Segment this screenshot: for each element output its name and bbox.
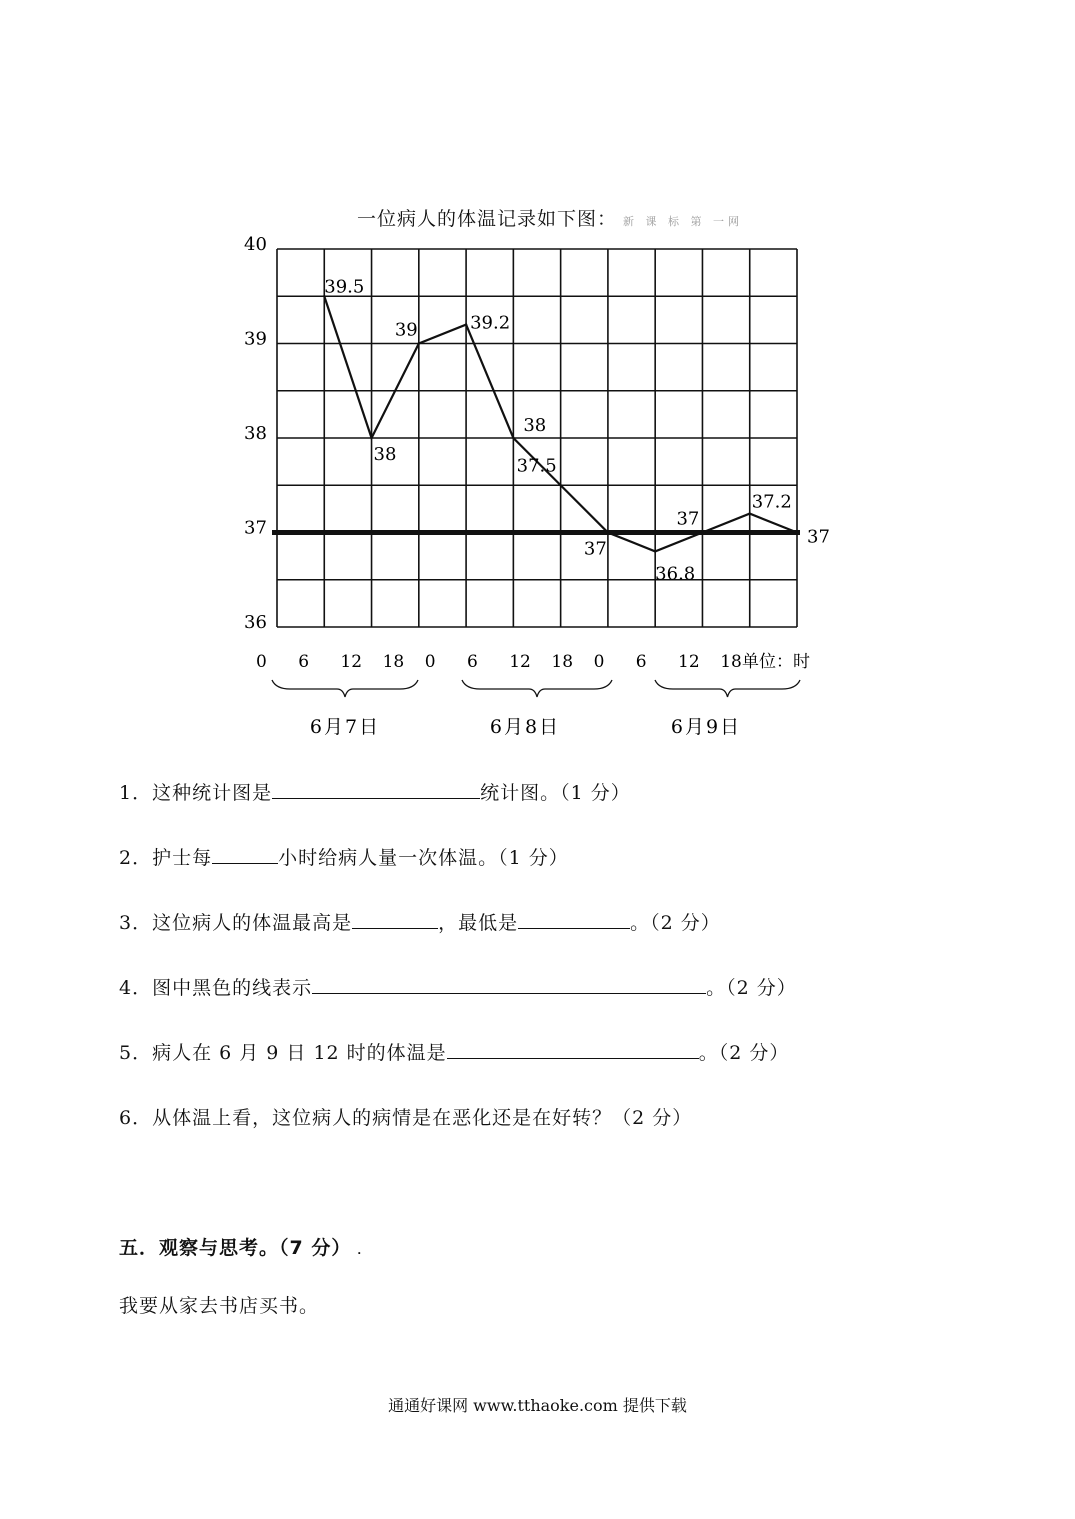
question-1-number: 1． [119,782,153,804]
x-tick-label: 0 [424,652,436,672]
section-5-text: 我要从家去书店买书。 [119,1295,320,1317]
data-label: 36.8 [655,563,696,585]
question-3-number: 3． [119,912,153,934]
x-tick-label: 6 [298,652,310,672]
y-tick-label: 36 [244,612,267,633]
x-tick-label: 18 [720,652,742,672]
data-point [749,512,751,514]
question-5-text: 病人在 6 月 9 日 12 时的体温是 [152,1042,447,1064]
data-point [607,531,609,533]
day-label: 6月9日 [670,716,742,738]
data-point [654,550,656,552]
data-label: 37.2 [751,491,792,513]
question-1-text: 这种统计图是 [152,782,273,804]
question-6-text: 从体温上看，这位病人的病情是在恶化还是在好转？（2 分） [152,1107,693,1129]
answer-blank-2[interactable] [212,845,278,864]
question-3 [119,908,721,935]
x-tick-label: 6 [467,652,478,672]
data-label: 39.5 [324,276,365,298]
chart-grid [277,249,797,627]
question-6-number: 6． [119,1107,153,1129]
question-3-middle: ，最低是 [438,912,519,934]
question-4 [119,973,797,1000]
x-tick-label: 18 [382,652,405,672]
question-3-suffix: 。（2 分） [630,912,721,934]
section-5-mark: . [357,1246,363,1257]
x-tick-label: 12 [340,652,363,672]
day-braces [272,680,800,697]
question-1-suffix: 统计图。（1 分） [480,782,631,804]
question-5 [119,1038,789,1065]
x-tick-label: 6 [635,652,647,672]
watermark-text: 新 课 标 第 一网 [623,215,743,228]
question-5-suffix: 。（2 分） [698,1042,790,1064]
data-label: 37 [583,538,607,560]
question-4-text: 图中黑色的线表示 [152,977,313,999]
data-label: 37 [807,526,830,548]
x-tick-label: 12 [678,652,700,672]
answer-blank-3b[interactable] [518,910,630,929]
data-label: 38 [373,444,397,465]
question-2 [119,843,569,870]
day-brace [655,680,800,697]
x-tick-label: 0 [256,652,267,672]
data-point [559,484,561,486]
y-tick-label: 40 [244,234,267,255]
day-brace [462,680,612,697]
data-point [370,437,372,439]
x-unit-label: 单位：时 [742,652,810,672]
question-2-number: 2． [119,847,153,869]
data-label: 37 [676,508,700,530]
data-label: 37.5 [516,455,557,477]
data-labels [324,276,830,584]
question-6 [119,1103,692,1130]
section-5-heading [119,1233,362,1260]
x-axis-ticks [256,652,810,672]
question-2-text: 护士每 [152,847,213,869]
y-axis-ticks [244,234,267,633]
data-label: 38 [523,415,547,436]
y-tick-label: 39 [244,328,267,350]
answer-blank-5[interactable] [447,1040,699,1059]
data-point [701,531,703,533]
question-2-suffix: 小时给病人量一次体温。（1 分） [278,847,569,869]
x-tick-label: 0 [593,652,605,672]
day-label: 6月7日 [309,716,381,738]
x-tick-label: 12 [509,652,531,672]
section-5-title: 五．观察与思考。（7 分） [119,1237,352,1259]
y-tick-label: 37 [244,517,267,539]
answer-blank-4[interactable] [312,975,706,994]
data-point [465,323,467,325]
question-5-number: 5． [119,1042,153,1064]
data-label: 39.2 [470,312,511,334]
question-3-text: 这位病人的体温最高是 [152,912,353,934]
question-1 [119,778,631,805]
day-label: 6月8日 [489,716,561,738]
x-tick-label: 18 [551,652,574,672]
day-brace [272,680,418,697]
chart-title-text: 一位病人的体温记录如下图： [356,208,617,230]
data-label: 39 [394,319,418,341]
data-point [796,531,798,533]
y-tick-label: 38 [244,423,267,444]
question-4-suffix: 。（2 分） [706,977,797,999]
question-4-number: 4． [119,977,153,999]
data-point [512,437,514,439]
answer-blank-3a[interactable] [352,910,438,929]
footer-text: 通通好课网 www.tthaoke.com 提供下载 [388,1396,687,1415]
day-labels [310,716,741,738]
answer-blank-1[interactable] [272,780,480,799]
data-point [418,342,420,344]
